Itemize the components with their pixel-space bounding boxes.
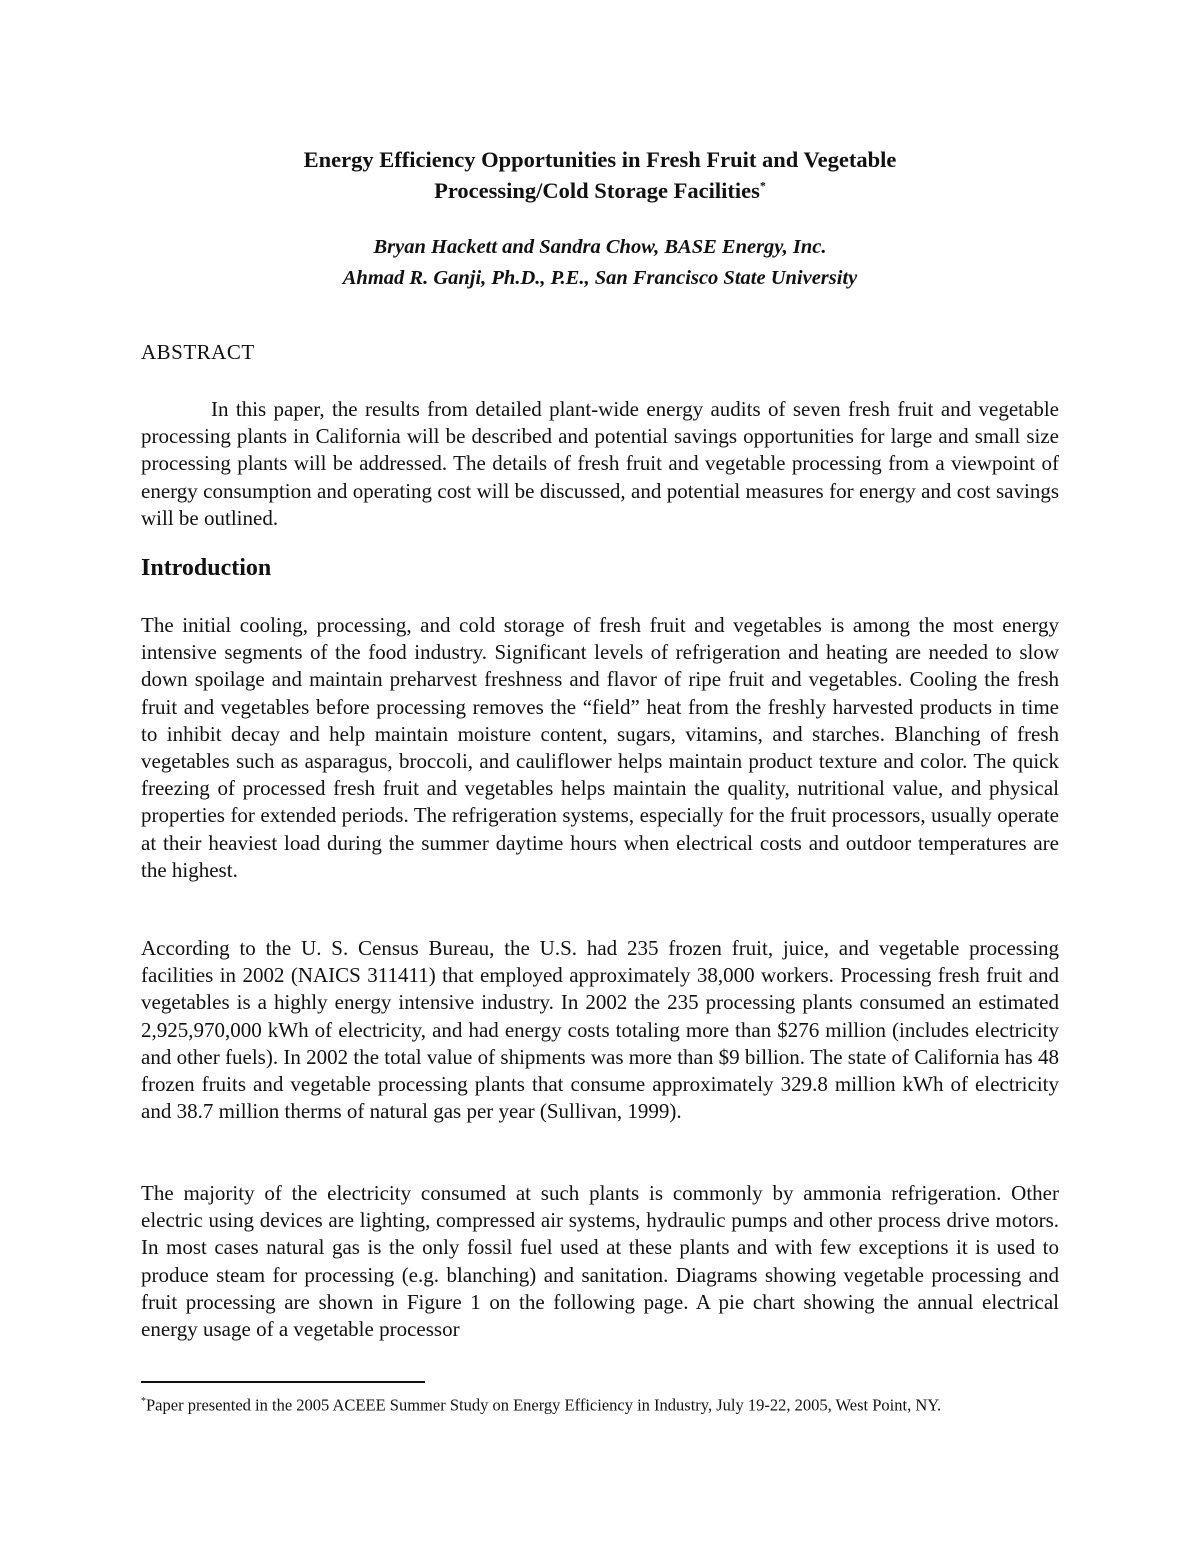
title-line-2-text: Processing/Cold Storage Facilities (434, 178, 760, 203)
abstract-text: In this paper, the results from detailed plant-wide energy audits of seven fresh fruit and vegetable processing plants in California will be described and potential savings opportunities for large and small size processing plants will be addressed. The details of fresh fruit and vegetable processing from a viewpoint of energy consumption and operating cost will be discussed, and potential measures for energy and cost savings will be outlined. (141, 397, 1059, 530)
footnote-divider (141, 1381, 425, 1383)
abstract-heading: ABSTRACT (141, 340, 255, 364)
introduction-paragraph-3: The majority of the electricity consumed at such plants is commonly by ammonia refrigeration. Other electric using devices are lighting, compressed air systems, hydraulic pumps and other process drive motors. In most cases natural gas is the only fossil fuel used at these plants and with few exceptions it is used to produce steam for processing (e.g. blanching) and sanitation. Diagrams showing vegetable processing and fruit processing are shown in Figure 1 on the following page. A pie chart showing the annual electrical energy usage of a vegetable processor (141, 1181, 1059, 1342)
title-line-1: Energy Efficiency Opportunities in Fresh Fruit and Vegetable (303, 147, 897, 172)
paper-title (140, 144, 1060, 206)
introduction-paragraph-2: According to the U. S. Census Bureau, the U.S. had 235 frozen fruit, juice, and vegetable processing facilities in 2002 (NAICS 311411) that employed approximately 38,000 workers. Processing fresh fruit and vegetables is a highly energy intensive industry. In 2002 the 235 processing plants consumed an estimated 2,925,970,000 kWh of electricity, and had energy costs totaling more than $276 million (includes electricity and other fuels). In 2002 the total value of shipments was more than $9 billion. The state of California has 48 frozen fruits and vegetable processing plants that consume approximately 329.8 million kWh of electricity and 38.7 million therms of natural gas per year (Sullivan, 1999). (141, 936, 1059, 1124)
author-block (140, 232, 1060, 294)
author-line-1: Bryan Hackett and Sandra Chow, BASE Energy, Inc. (373, 236, 827, 258)
footnote-mark: * (141, 1396, 146, 1407)
footnote (141, 1391, 941, 1417)
title-line-2 (140, 175, 1060, 206)
footnote-text: Paper presented in the 2005 ACEEE Summer Study on Energy Efficiency in Industry, July 19-22, 2005, West Point, NY. (146, 1395, 942, 1415)
title-footnote-mark: * (759, 178, 766, 193)
introduction-paragraph-1: The initial cooling, processing, and cold storage of fresh fruit and vegetables is among the most energy intensive segments of the food industry. Significant levels of refrigeration and heating are needed to slow down spoilage and maintain preharvest freshness and flavor of ripe fruit and vegetables. Cooling the fresh fruit and vegetables before processing removes the “field” heat from the freshly harvested products in time to inhibit decay and help maintain moisture content, sugars, vitamins, and starches. Blanching of fresh vegetables such as asparagus, broccoli, and cauliflower helps maintain product texture and color. The quick freezing of processed fresh fruit and vegetables helps maintain the quality, nutritional value, and physical properties for extended periods. The refrigeration systems, especially for the fruit processors, usually operate at their heaviest load during the summer daytime hours when electrical costs and outdoor temperatures are the highest. (141, 613, 1059, 882)
author-line-2: Ahmad R. Ganji, Ph.D., P.E., San Francisco State University (342, 267, 858, 289)
introduction-heading: Introduction (141, 555, 272, 581)
